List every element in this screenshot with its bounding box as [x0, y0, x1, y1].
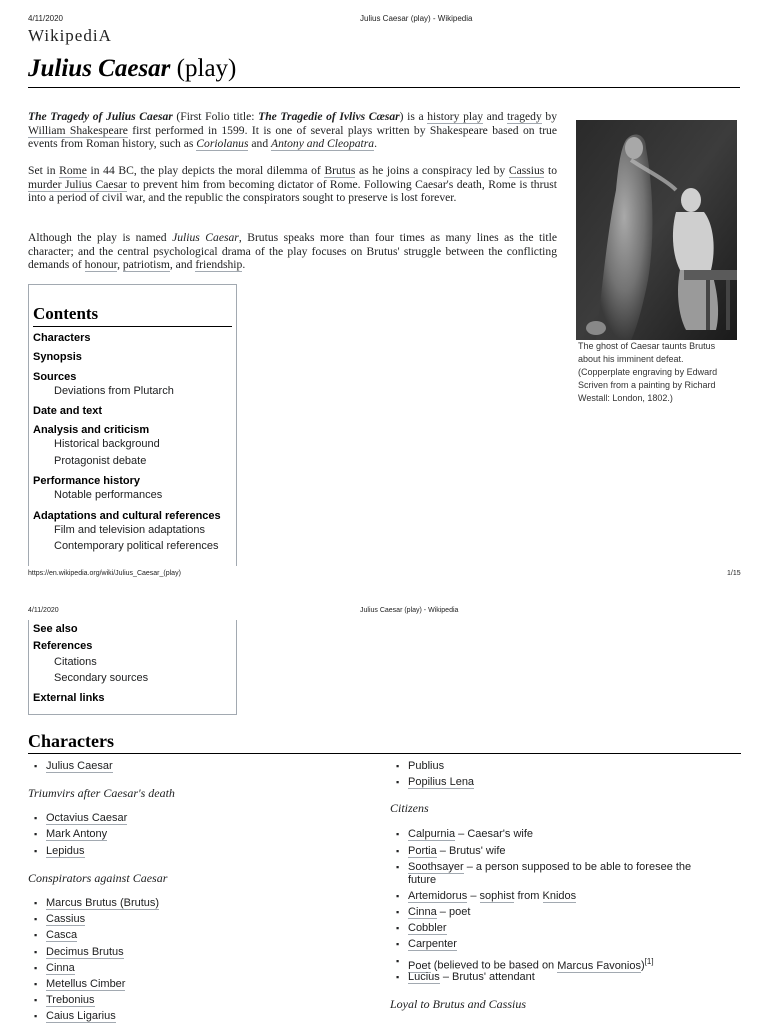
intro-paragraph-3: [28, 231, 557, 272]
table-of-contents-continued: [28, 620, 237, 715]
table-of-contents: [28, 284, 237, 576]
toc-item-characters[interactable]: Characters: [33, 332, 91, 344]
link-sophist[interactable]: sophist: [479, 890, 515, 902]
text: and: [483, 110, 508, 123]
list-item: [408, 760, 444, 773]
link-julius-caesar[interactable]: Julius Caesar: [46, 760, 113, 772]
link-brutus[interactable]: Brutus: [324, 164, 356, 177]
link-poet[interactable]: Poet: [408, 959, 431, 972]
link-lucius[interactable]: Lucius: [408, 971, 440, 983]
list-item: [46, 897, 159, 910]
link-cobbler[interactable]: Cobbler: [408, 922, 447, 934]
toc-item-contemporary-political[interactable]: Contemporary political references: [54, 540, 219, 552]
link-cinna-poet[interactable]: Cinna: [408, 906, 437, 918]
group-heading-citizens: Citizens: [390, 801, 429, 815]
text: future: [408, 874, 437, 886]
toc-item-see-also[interactable]: See also: [33, 623, 78, 635]
link-marcus-brutus[interactable]: Marcus Brutus (Brutus): [46, 897, 160, 909]
list-item: [46, 946, 124, 959]
text: ): [641, 959, 645, 972]
intro-paragraph-1: [28, 110, 557, 151]
link-tragedy[interactable]: tragedy: [507, 110, 542, 123]
print-header-date-2: 4/11/2020: [28, 607, 59, 614]
toc-heading: Contents: [33, 304, 99, 323]
engraving-illustration: [576, 120, 737, 340]
text: first performed in 1599. It is one of several plays written by Shakespeare based on true events from Roman history, such as: [28, 123, 557, 150]
citation-link-1[interactable]: [1]: [644, 957, 654, 966]
text: – a person supposed to be able to foresee the: [463, 861, 692, 873]
link-cassius[interactable]: Cassius: [508, 164, 545, 177]
list-item: [408, 955, 654, 973]
text-italic: Julius Caesar: [172, 231, 239, 244]
text: , and: [169, 258, 196, 271]
title-rule: [28, 87, 740, 88]
link-mark-antony[interactable]: Mark Antony: [46, 828, 108, 840]
text: –: [467, 890, 480, 902]
link-friendship[interactable]: friendship: [195, 258, 243, 271]
print-header-title-2: Julius Caesar (play) - Wikipedia: [360, 607, 459, 614]
list-item: [46, 913, 85, 926]
list-item: [46, 962, 75, 975]
text: , Brutus speaks more than four times as many lines as the title character; and the central psychological drama of the play focuses on Brutus' struggle between the conflicting demands of: [28, 231, 558, 271]
group-heading-conspirators: Conspirators against Caesar: [28, 871, 168, 885]
link-popilius-lena[interactable]: Popilius Lena: [408, 776, 475, 788]
list-item: [408, 861, 691, 887]
section-heading-characters: Characters: [28, 731, 114, 751]
list-item: [46, 929, 77, 942]
link-carpenter[interactable]: Carpenter: [408, 938, 457, 950]
toc-item-historical-background[interactable]: Historical background: [54, 438, 160, 450]
page-title-italic: Julius Caesar: [28, 55, 171, 82]
link-casca[interactable]: Casca: [46, 929, 78, 941]
print-footer-url: https://en.wikipedia.org/wiki/Julius_Caesar_(play): [28, 570, 181, 577]
folio-title: The Tragedie of Ivlivs Cæsar: [258, 110, 400, 123]
link-trebonius[interactable]: Trebonius: [46, 994, 95, 1006]
print-header-date: 4/11/2020: [28, 14, 63, 23]
toc-item-performance-history[interactable]: Performance history: [33, 475, 140, 487]
text: – Brutus' wife: [436, 845, 506, 857]
text: .: [374, 137, 377, 150]
text: in 44 BC, the play depicts the moral dilemma of: [86, 164, 325, 177]
list-item: [46, 812, 127, 825]
toc-item-synopsis[interactable]: Synopsis: [33, 351, 82, 363]
toc-item-sources[interactable]: Sources: [33, 371, 77, 383]
toc-item-date-and-text[interactable]: Date and text: [33, 405, 103, 417]
toc-item-external-links[interactable]: External links: [33, 692, 105, 704]
list-item: [46, 828, 107, 841]
link-cassius-2[interactable]: Cassius: [46, 913, 86, 925]
engraving-image[interactable]: [576, 120, 737, 340]
list-item: [408, 922, 447, 935]
list-item: [408, 906, 470, 919]
text: from: [514, 890, 543, 902]
link-metellus-cimber[interactable]: Metellus Cimber: [46, 978, 126, 990]
text: ) is a: [399, 110, 428, 123]
text: – Caesar's wife: [455, 828, 534, 840]
toc-item-citations[interactable]: Citations: [54, 656, 97, 668]
link-lepidus[interactable]: Lepidus: [46, 845, 85, 857]
link-coriolanus[interactable]: Coriolanus: [196, 137, 249, 150]
text: to prevent him from becoming dictator of Rome. Following Caesar's death, Rome is thrust into a period of civil war, and the republic the conspirators sought to preserve is lost forever.: [28, 177, 557, 204]
wikipedia-wordmark[interactable]: WikipediA: [28, 26, 112, 45]
link-calpurnia[interactable]: Calpurnia: [408, 828, 456, 840]
list-item: [408, 828, 533, 841]
toc-item-notable-performances[interactable]: Notable performances: [54, 489, 163, 501]
toc-item-analysis-and-criticism[interactable]: Analysis and criticism: [33, 424, 150, 436]
link-murder-julius-caesar[interactable]: murder Julius Caesar: [28, 177, 128, 191]
text: Set in: [28, 164, 60, 177]
link-cinna[interactable]: Cinna: [46, 962, 75, 974]
toc-item-film-and-television[interactable]: Film and television adaptations: [54, 524, 206, 536]
text: .: [242, 258, 246, 271]
link-rome[interactable]: Rome: [59, 164, 87, 177]
link-octavius-caesar[interactable]: Octavius Caesar: [46, 812, 128, 824]
link-antony-and-cleopatra[interactable]: Antony and Cleopatra: [271, 137, 375, 150]
text: (believed to be based on: [430, 959, 558, 972]
link-caius-ligarius[interactable]: Caius Ligarius: [46, 1010, 116, 1022]
text: – Brutus' attendant: [439, 971, 535, 983]
list-item: [408, 845, 506, 858]
intro-paragraph-2: [28, 164, 557, 205]
link-honour[interactable]: honour: [84, 258, 118, 271]
toc-item-references[interactable]: References: [33, 640, 93, 652]
section-rule: [28, 753, 741, 754]
list-item: [408, 890, 576, 903]
list-item: [408, 938, 457, 951]
print-header-title: Julius Caesar (play) - Wikipedia: [360, 14, 473, 23]
toc-item-secondary-sources[interactable]: Secondary sources: [54, 672, 149, 684]
figure-caption: The ghost of Caesar taunts Brutus about his imminent defeat. (Copperplate engraving by Edward Scriven from a painting by Richard Westall: London, 1802.): [578, 341, 718, 403]
list-item: [46, 978, 125, 991]
text: (First Folio title:: [172, 110, 259, 123]
play-title: The Tragedy of Julius Caesar: [28, 110, 173, 123]
toc-heading-rule: [33, 326, 232, 327]
text: Although the play is named: [28, 231, 173, 244]
link-history-play[interactable]: history play: [427, 110, 484, 123]
link-knidos[interactable]: Knidos: [542, 890, 577, 902]
list-item: [46, 845, 85, 858]
link-portia[interactable]: Portia: [408, 845, 437, 857]
text: – poet: [436, 906, 471, 918]
page-title: [28, 55, 236, 83]
group-heading-loyal: Loyal to Brutus and Cassius: [390, 997, 527, 1011]
list-item: [46, 1010, 116, 1023]
text: and: [248, 137, 272, 150]
link-patriotism[interactable]: patriotism: [122, 258, 170, 271]
text: as he joins a conspiracy led by: [355, 164, 509, 177]
toc-item-deviations-from-plutarch[interactable]: Deviations from Plutarch: [54, 385, 174, 397]
text: to: [544, 164, 557, 177]
list-item: [408, 776, 474, 789]
link-marcus-favonios[interactable]: Marcus Favonios: [557, 959, 641, 972]
text: by: [541, 110, 557, 123]
text: ,: [117, 258, 123, 271]
toc-item-protagonist-debate[interactable]: Protagonist debate: [54, 455, 147, 467]
list-item: [46, 994, 95, 1007]
toc-item-adaptations[interactable]: Adaptations and cultural references: [33, 510, 221, 522]
link-william-shakespeare[interactable]: William Shakespeare: [28, 123, 128, 137]
group-heading-triumvirs: Triumvirs after Caesar's death: [28, 786, 175, 800]
page-title-rest: (play): [170, 55, 237, 82]
link-artemidorus[interactable]: Artemidorus: [408, 890, 468, 902]
list-item: [46, 760, 113, 773]
character-publius: Publius: [408, 760, 445, 772]
link-soothsayer[interactable]: Soothsayer: [408, 861, 464, 873]
link-decimus-brutus[interactable]: Decimus Brutus: [46, 946, 124, 958]
print-footer-page: 1/15: [727, 570, 741, 577]
list-item: [408, 971, 535, 984]
